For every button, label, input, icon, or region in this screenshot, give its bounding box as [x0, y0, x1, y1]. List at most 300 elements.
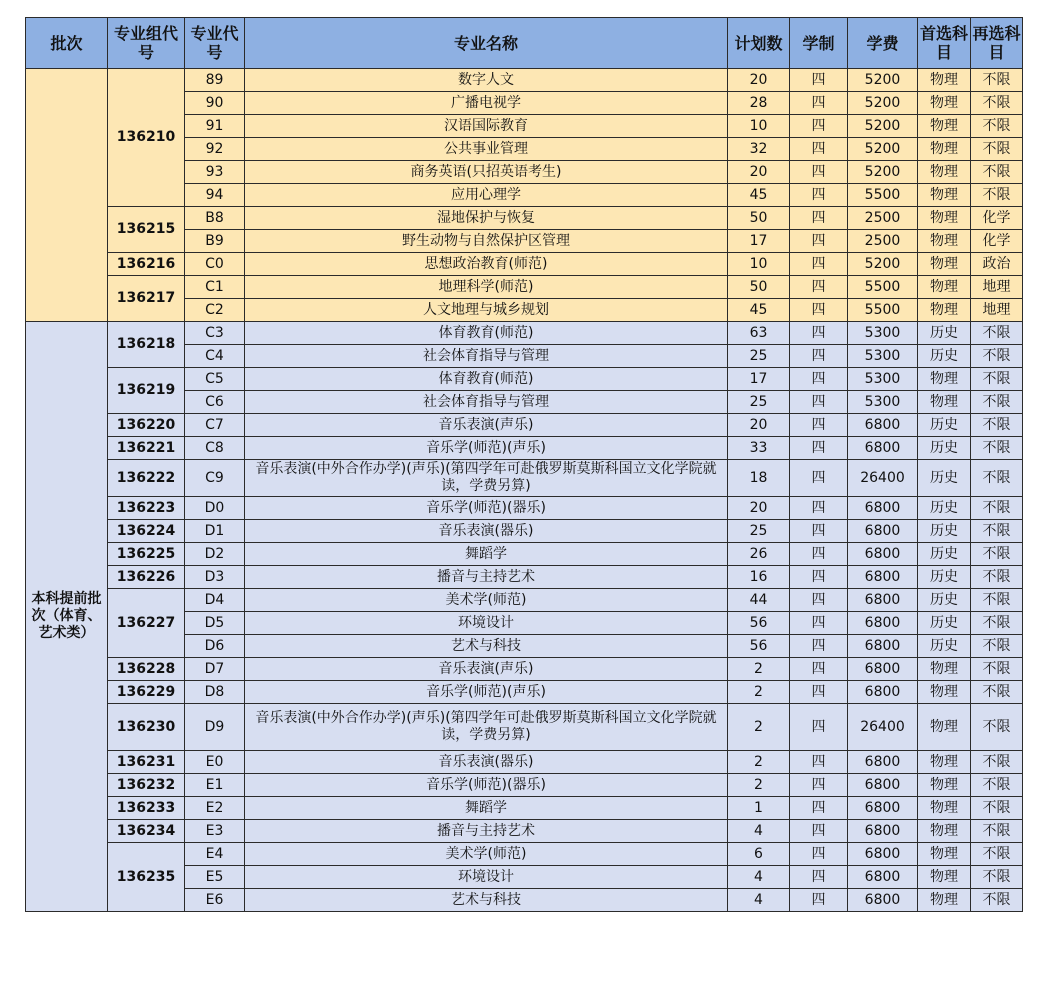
- group-code-cell: 136222: [108, 460, 185, 497]
- years-cell: 四: [790, 391, 848, 414]
- table-row: [26, 253, 1023, 276]
- group-code-cell: 136216: [108, 253, 185, 276]
- table-row: [26, 843, 1023, 866]
- first-subject-cell: 物理: [918, 681, 971, 704]
- fee-cell: 5200: [848, 253, 918, 276]
- major-code-cell: 94: [185, 184, 245, 207]
- major-name-cell: 美术学(师范): [245, 589, 728, 612]
- major-name-cell: 播音与主持艺术: [245, 820, 728, 843]
- table-row: [26, 368, 1023, 391]
- years-cell: 四: [790, 138, 848, 161]
- major-name-cell: 社会体育指导与管理: [245, 345, 728, 368]
- plan-cell: 6: [728, 843, 790, 866]
- years-cell: 四: [790, 704, 848, 751]
- first-subject-cell: 物理: [918, 276, 971, 299]
- major-name-cell: 商务英语(只招英语考生): [245, 161, 728, 184]
- fee-cell: 6800: [848, 497, 918, 520]
- years-cell: 四: [790, 612, 848, 635]
- first-subject-cell: 历史: [918, 566, 971, 589]
- major-name-cell: 音乐学(师范)(声乐): [245, 681, 728, 704]
- major-code-cell: D7: [185, 658, 245, 681]
- years-cell: 四: [790, 658, 848, 681]
- group-code-cell: 136229: [108, 681, 185, 704]
- fee-cell: 2500: [848, 207, 918, 230]
- group-code-cell: 136217: [108, 276, 185, 322]
- fee-cell: 5300: [848, 322, 918, 345]
- plan-cell: 4: [728, 889, 790, 912]
- major-name-cell: 野生动物与自然保护区管理: [245, 230, 728, 253]
- fee-cell: 6800: [848, 520, 918, 543]
- years-cell: 四: [790, 207, 848, 230]
- major-name-text: 音乐表演(中外合作办学)(声乐)(第四学年可赴俄罗斯莫斯科国立文化学院就读，学费另算): [255, 461, 717, 494]
- major-code-cell: 92: [185, 138, 245, 161]
- first-subject-cell: 物理: [918, 207, 971, 230]
- fee-cell: 6800: [848, 866, 918, 889]
- years-cell: 四: [790, 820, 848, 843]
- second-subject-cell: 不限: [971, 589, 1023, 612]
- major-name-cell: 艺术与科技: [245, 635, 728, 658]
- years-cell: 四: [790, 322, 848, 345]
- header-batch: 批次: [26, 18, 108, 69]
- plan-cell: 63: [728, 322, 790, 345]
- plan-cell: 50: [728, 207, 790, 230]
- table-row: [26, 520, 1023, 543]
- major-code-cell: D3: [185, 566, 245, 589]
- header-fee: 学费: [848, 18, 918, 69]
- second-subject-cell: 不限: [971, 92, 1023, 115]
- table-row: [26, 437, 1023, 460]
- plan-cell: 20: [728, 69, 790, 92]
- group-code-cell: 136231: [108, 751, 185, 774]
- batch-cell: 本科提前批次（体育、艺术类）: [26, 322, 108, 912]
- major-code-cell: C6: [185, 391, 245, 414]
- first-subject-cell: 物理: [918, 69, 971, 92]
- first-subject-cell: 物理: [918, 115, 971, 138]
- years-cell: 四: [790, 566, 848, 589]
- major-name-cell: 思想政治教育(师范): [245, 253, 728, 276]
- plan-cell: 32: [728, 138, 790, 161]
- major-code-cell: C4: [185, 345, 245, 368]
- second-subject-cell: 不限: [971, 681, 1023, 704]
- second-subject-cell: 不限: [971, 520, 1023, 543]
- fee-cell: 5200: [848, 138, 918, 161]
- group-code-cell: 136221: [108, 437, 185, 460]
- second-subject-cell: 不限: [971, 368, 1023, 391]
- first-subject-cell: 物理: [918, 843, 971, 866]
- major-name-cell: 应用心理学: [245, 184, 728, 207]
- plan-cell: 2: [728, 704, 790, 751]
- major-code-cell: 89: [185, 69, 245, 92]
- fee-cell: 6800: [848, 635, 918, 658]
- major-name-cell: [245, 460, 728, 497]
- major-code-cell: C9: [185, 460, 245, 497]
- major-code-cell: C3: [185, 322, 245, 345]
- years-cell: 四: [790, 866, 848, 889]
- second-subject-cell: 不限: [971, 820, 1023, 843]
- second-subject-cell: 不限: [971, 345, 1023, 368]
- plan-cell: 45: [728, 299, 790, 322]
- fee-cell: 6800: [848, 414, 918, 437]
- first-subject-cell: 物理: [918, 658, 971, 681]
- table-row: [26, 460, 1023, 497]
- major-code-cell: C7: [185, 414, 245, 437]
- header-row: [26, 18, 1023, 69]
- group-code-cell: 136218: [108, 322, 185, 368]
- plan-cell: 25: [728, 345, 790, 368]
- years-cell: 四: [790, 115, 848, 138]
- table-row: [26, 658, 1023, 681]
- first-subject-cell: 物理: [918, 230, 971, 253]
- group-code-cell: 136232: [108, 774, 185, 797]
- major-name-cell: 音乐学(师范)(器乐): [245, 497, 728, 520]
- years-cell: 四: [790, 414, 848, 437]
- major-code-cell: D4: [185, 589, 245, 612]
- group-code-cell: 136219: [108, 368, 185, 414]
- fee-cell: 6800: [848, 681, 918, 704]
- group-code-cell: 136226: [108, 566, 185, 589]
- table-row: [26, 69, 1023, 92]
- fee-cell: 5300: [848, 345, 918, 368]
- major-name-cell: 音乐学(师范)(声乐): [245, 437, 728, 460]
- second-subject-cell: 地理: [971, 299, 1023, 322]
- plan-cell: 17: [728, 368, 790, 391]
- years-cell: 四: [790, 635, 848, 658]
- header-plan: 计划数: [728, 18, 790, 69]
- first-subject-cell: 物理: [918, 751, 971, 774]
- major-code-cell: 91: [185, 115, 245, 138]
- table-body: [26, 69, 1023, 912]
- years-cell: 四: [790, 345, 848, 368]
- first-subject-cell: 物理: [918, 774, 971, 797]
- group-code-cell: 136234: [108, 820, 185, 843]
- header-second-subject: 再选科目: [971, 18, 1023, 69]
- second-subject-cell: 地理: [971, 276, 1023, 299]
- years-cell: 四: [790, 253, 848, 276]
- years-cell: 四: [790, 543, 848, 566]
- fee-cell: 6800: [848, 566, 918, 589]
- fee-cell: 5500: [848, 276, 918, 299]
- major-name-cell: 广播电视学: [245, 92, 728, 115]
- second-subject-cell: 不限: [971, 322, 1023, 345]
- major-code-cell: E0: [185, 751, 245, 774]
- major-code-cell: D2: [185, 543, 245, 566]
- major-code-cell: D5: [185, 612, 245, 635]
- plan-cell: 33: [728, 437, 790, 460]
- second-subject-cell: 政治: [971, 253, 1023, 276]
- fee-cell: 6800: [848, 843, 918, 866]
- major-code-cell: D9: [185, 704, 245, 751]
- fee-cell: 6800: [848, 797, 918, 820]
- major-code-cell: C0: [185, 253, 245, 276]
- second-subject-cell: 不限: [971, 635, 1023, 658]
- second-subject-cell: 不限: [971, 612, 1023, 635]
- major-name-cell: 音乐学(师范)(器乐): [245, 774, 728, 797]
- fee-cell: 6800: [848, 774, 918, 797]
- second-subject-cell: 不限: [971, 460, 1023, 497]
- plan-cell: 18: [728, 460, 790, 497]
- major-name-cell: 音乐表演(声乐): [245, 414, 728, 437]
- group-code-cell: 136210: [108, 69, 185, 207]
- major-code-cell: D8: [185, 681, 245, 704]
- first-subject-cell: 历史: [918, 635, 971, 658]
- major-name-text: 音乐表演(中外合作办学)(声乐)(第四学年可赴俄罗斯莫斯科国立文化学院就读，学费另算): [255, 710, 717, 743]
- plan-cell: 26: [728, 543, 790, 566]
- fee-cell: 6800: [848, 751, 918, 774]
- second-subject-cell: 不限: [971, 866, 1023, 889]
- fee-cell: 6800: [848, 658, 918, 681]
- major-code-cell: 90: [185, 92, 245, 115]
- first-subject-cell: 历史: [918, 437, 971, 460]
- fee-cell: 5300: [848, 368, 918, 391]
- years-cell: 四: [790, 751, 848, 774]
- group-code-cell: 136224: [108, 520, 185, 543]
- fee-cell: 5500: [848, 299, 918, 322]
- group-code-cell: 136230: [108, 704, 185, 751]
- major-name-cell: 汉语国际教育: [245, 115, 728, 138]
- major-name-cell: 艺术与科技: [245, 889, 728, 912]
- plan-cell: 56: [728, 635, 790, 658]
- fee-cell: 5200: [848, 161, 918, 184]
- fee-cell: 5200: [848, 92, 918, 115]
- table-row: [26, 414, 1023, 437]
- table-row: [26, 751, 1023, 774]
- major-name-cell: 音乐表演(器乐): [245, 520, 728, 543]
- years-cell: 四: [790, 889, 848, 912]
- second-subject-cell: 不限: [971, 543, 1023, 566]
- table-row: [26, 681, 1023, 704]
- major-code-cell: C1: [185, 276, 245, 299]
- major-code-cell: E2: [185, 797, 245, 820]
- major-code-cell: D0: [185, 497, 245, 520]
- second-subject-cell: 不限: [971, 161, 1023, 184]
- years-cell: 四: [790, 92, 848, 115]
- major-name-cell: 公共事业管理: [245, 138, 728, 161]
- plan-cell: 17: [728, 230, 790, 253]
- years-cell: 四: [790, 276, 848, 299]
- years-cell: 四: [790, 520, 848, 543]
- major-name-cell: 美术学(师范): [245, 843, 728, 866]
- major-code-cell: 93: [185, 161, 245, 184]
- first-subject-cell: 历史: [918, 612, 971, 635]
- major-name-cell: 社会体育指导与管理: [245, 391, 728, 414]
- first-subject-cell: 物理: [918, 138, 971, 161]
- group-code-cell: 136233: [108, 797, 185, 820]
- plan-cell: 25: [728, 520, 790, 543]
- years-cell: 四: [790, 797, 848, 820]
- first-subject-cell: 物理: [918, 184, 971, 207]
- years-cell: 四: [790, 69, 848, 92]
- second-subject-cell: 不限: [971, 414, 1023, 437]
- major-code-cell: C8: [185, 437, 245, 460]
- years-cell: 四: [790, 774, 848, 797]
- table-row: [26, 797, 1023, 820]
- major-code-cell: E3: [185, 820, 245, 843]
- first-subject-cell: 历史: [918, 589, 971, 612]
- table-row: [26, 566, 1023, 589]
- group-code-cell: 136223: [108, 497, 185, 520]
- years-cell: 四: [790, 437, 848, 460]
- major-code-cell: E6: [185, 889, 245, 912]
- second-subject-cell: 不限: [971, 751, 1023, 774]
- major-code-cell: E4: [185, 843, 245, 866]
- group-code-cell: 136227: [108, 589, 185, 658]
- second-subject-cell: 不限: [971, 391, 1023, 414]
- major-name-cell: [245, 704, 728, 751]
- first-subject-cell: 物理: [918, 391, 971, 414]
- second-subject-cell: 不限: [971, 115, 1023, 138]
- group-code-cell: 136215: [108, 207, 185, 253]
- plan-cell: 45: [728, 184, 790, 207]
- major-code-cell: D6: [185, 635, 245, 658]
- major-name-cell: 湿地保护与恢复: [245, 207, 728, 230]
- fee-cell: 6800: [848, 820, 918, 843]
- plan-cell: 25: [728, 391, 790, 414]
- first-subject-cell: 历史: [918, 543, 971, 566]
- table-row: [26, 774, 1023, 797]
- table-row: [26, 589, 1023, 612]
- plan-cell: 2: [728, 658, 790, 681]
- second-subject-cell: 不限: [971, 843, 1023, 866]
- group-code-cell: 136235: [108, 843, 185, 912]
- fee-cell: 6800: [848, 437, 918, 460]
- fee-cell: 26400: [848, 460, 918, 497]
- first-subject-cell: 物理: [918, 161, 971, 184]
- fee-cell: 26400: [848, 704, 918, 751]
- plan-cell: 1: [728, 797, 790, 820]
- header-group-code: 专业组代号: [108, 18, 185, 69]
- group-code-cell: 136225: [108, 543, 185, 566]
- first-subject-cell: 历史: [918, 520, 971, 543]
- second-subject-cell: 不限: [971, 437, 1023, 460]
- table-row: [26, 704, 1023, 751]
- fee-cell: 2500: [848, 230, 918, 253]
- major-name-cell: 地理科学(师范): [245, 276, 728, 299]
- fee-cell: 5300: [848, 391, 918, 414]
- major-name-cell: 环境设计: [245, 612, 728, 635]
- first-subject-cell: 历史: [918, 322, 971, 345]
- table-row: [26, 207, 1023, 230]
- header-major-code: 专业代号: [185, 18, 245, 69]
- years-cell: 四: [790, 460, 848, 497]
- plan-cell: 16: [728, 566, 790, 589]
- plan-cell: 2: [728, 681, 790, 704]
- table-row: [26, 497, 1023, 520]
- table-row: [26, 820, 1023, 843]
- first-subject-cell: 物理: [918, 797, 971, 820]
- second-subject-cell: 不限: [971, 797, 1023, 820]
- plan-cell: 4: [728, 866, 790, 889]
- years-cell: 四: [790, 184, 848, 207]
- header-major-name: 专业名称: [245, 18, 728, 69]
- first-subject-cell: 物理: [918, 299, 971, 322]
- major-code-cell: C5: [185, 368, 245, 391]
- first-subject-cell: 历史: [918, 414, 971, 437]
- second-subject-cell: 不限: [971, 497, 1023, 520]
- plan-cell: 20: [728, 497, 790, 520]
- years-cell: 四: [790, 681, 848, 704]
- second-subject-cell: 不限: [971, 704, 1023, 751]
- second-subject-cell: 不限: [971, 184, 1023, 207]
- first-subject-cell: 历史: [918, 460, 971, 497]
- first-subject-cell: 物理: [918, 704, 971, 751]
- major-code-cell: B8: [185, 207, 245, 230]
- major-name-cell: 舞蹈学: [245, 797, 728, 820]
- fee-cell: 5200: [848, 115, 918, 138]
- group-code-cell: 136220: [108, 414, 185, 437]
- plan-cell: 2: [728, 751, 790, 774]
- major-name-cell: 体育教育(师范): [245, 368, 728, 391]
- major-code-cell: C2: [185, 299, 245, 322]
- major-code-cell: B9: [185, 230, 245, 253]
- fee-cell: 6800: [848, 589, 918, 612]
- table-row: [26, 276, 1023, 299]
- first-subject-cell: 物理: [918, 368, 971, 391]
- fee-cell: 5200: [848, 69, 918, 92]
- fee-cell: 5500: [848, 184, 918, 207]
- plan-cell: 20: [728, 161, 790, 184]
- plan-cell: 44: [728, 589, 790, 612]
- major-name-cell: 体育教育(师范): [245, 322, 728, 345]
- major-code-cell: D1: [185, 520, 245, 543]
- second-subject-cell: 不限: [971, 774, 1023, 797]
- years-cell: 四: [790, 843, 848, 866]
- plan-cell: 10: [728, 253, 790, 276]
- years-cell: 四: [790, 368, 848, 391]
- first-subject-cell: 历史: [918, 497, 971, 520]
- second-subject-cell: 不限: [971, 138, 1023, 161]
- first-subject-cell: 物理: [918, 889, 971, 912]
- first-subject-cell: 物理: [918, 92, 971, 115]
- years-cell: 四: [790, 589, 848, 612]
- first-subject-cell: 物理: [918, 253, 971, 276]
- major-name-cell: 播音与主持艺术: [245, 566, 728, 589]
- first-subject-cell: 物理: [918, 820, 971, 843]
- second-subject-cell: 化学: [971, 207, 1023, 230]
- major-name-cell: 音乐表演(声乐): [245, 658, 728, 681]
- group-code-cell: 136228: [108, 658, 185, 681]
- major-code-cell: E5: [185, 866, 245, 889]
- plan-cell: 28: [728, 92, 790, 115]
- plan-cell: 10: [728, 115, 790, 138]
- major-code-cell: E1: [185, 774, 245, 797]
- enrollment-plan-table: [25, 17, 1023, 912]
- years-cell: 四: [790, 230, 848, 253]
- major-name-cell: 数字人文: [245, 69, 728, 92]
- plan-cell: 20: [728, 414, 790, 437]
- major-name-cell: 音乐表演(器乐): [245, 751, 728, 774]
- second-subject-cell: 不限: [971, 566, 1023, 589]
- second-subject-cell: 不限: [971, 889, 1023, 912]
- years-cell: 四: [790, 299, 848, 322]
- plan-cell: 2: [728, 774, 790, 797]
- plan-cell: 50: [728, 276, 790, 299]
- major-name-cell: 人文地理与城乡规划: [245, 299, 728, 322]
- second-subject-cell: 化学: [971, 230, 1023, 253]
- major-name-cell: 环境设计: [245, 866, 728, 889]
- plan-cell: 56: [728, 612, 790, 635]
- fee-cell: 6800: [848, 889, 918, 912]
- first-subject-cell: 历史: [918, 345, 971, 368]
- table-row: [26, 322, 1023, 345]
- fee-cell: 6800: [848, 612, 918, 635]
- fee-cell: 6800: [848, 543, 918, 566]
- batch-cell: [26, 69, 108, 322]
- table-row: [26, 543, 1023, 566]
- plan-cell: 4: [728, 820, 790, 843]
- years-cell: 四: [790, 497, 848, 520]
- second-subject-cell: 不限: [971, 658, 1023, 681]
- first-subject-cell: 物理: [918, 866, 971, 889]
